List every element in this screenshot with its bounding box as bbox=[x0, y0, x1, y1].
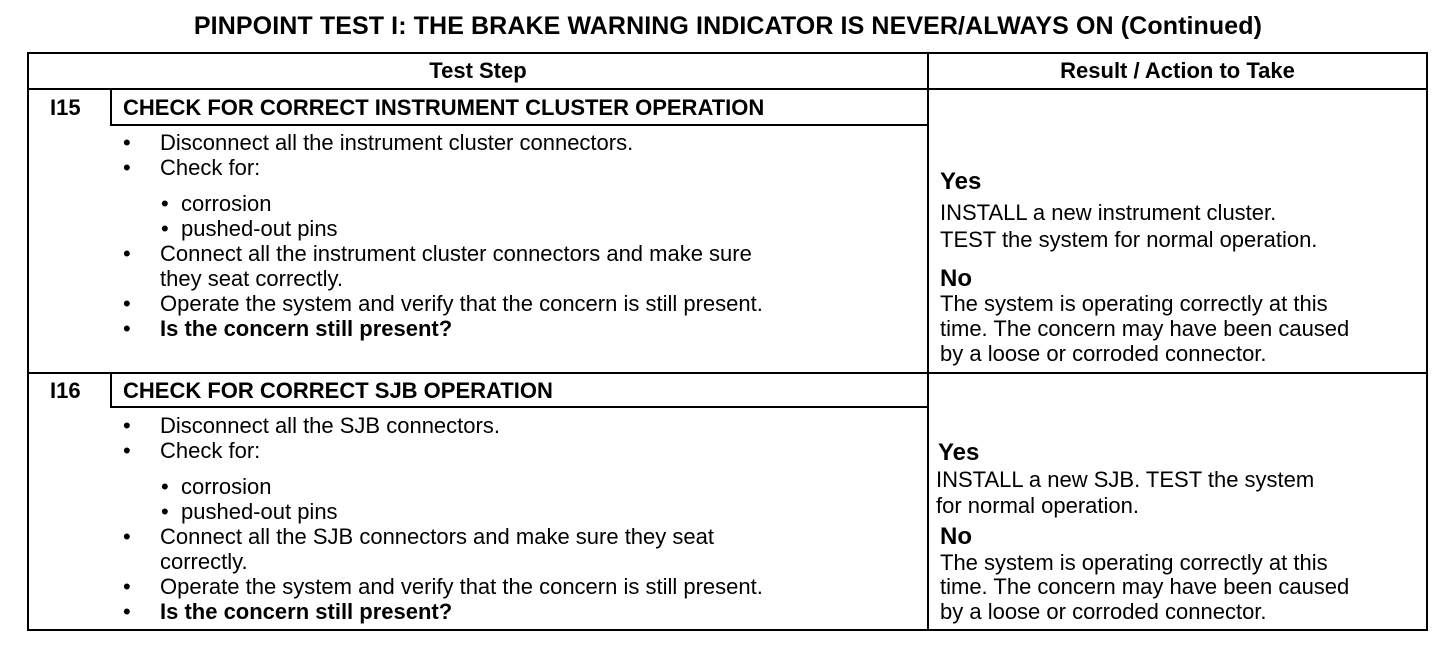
step-number-divider bbox=[110, 372, 112, 408]
yes-action: INSTALL a new SJB. TEST the system bbox=[936, 467, 1315, 492]
page-title: PINPOINT TEST I: THE BRAKE WARNING INDICATOR IS NEVER/ALWAYS ON (Continued) bbox=[193, 12, 1263, 40]
bullet: • bbox=[123, 130, 131, 155]
bullet: • bbox=[123, 316, 131, 341]
yes-label: Yes bbox=[940, 168, 982, 195]
step-item: Operate the system and verify that the concern is still present. bbox=[160, 291, 763, 316]
step-number: I16 bbox=[50, 378, 81, 403]
yes-action: INSTALL a new instrument cluster. bbox=[940, 200, 1277, 225]
step-item: Disconnect all the SJB connectors. bbox=[160, 413, 500, 438]
step-item: Connect all the instrument cluster connectors and make sure bbox=[160, 241, 752, 266]
step-item: Check for: bbox=[160, 438, 261, 463]
bullet: • bbox=[123, 574, 131, 599]
no-action: by a loose or corroded connector. bbox=[940, 341, 1267, 366]
bullet: • bbox=[123, 413, 131, 438]
bullet: • bbox=[123, 241, 131, 266]
no-label: No bbox=[940, 265, 972, 292]
step-item-continued: correctly. bbox=[160, 549, 248, 574]
step-subitem: pushed-out pins bbox=[181, 499, 338, 524]
step-item: Operate the system and verify that the concern is still present. bbox=[160, 574, 763, 599]
step-title-divider bbox=[110, 124, 928, 126]
step-item-continued: they seat correctly. bbox=[160, 266, 343, 291]
step-item: Disconnect all the instrument cluster connectors. bbox=[160, 130, 634, 155]
step-number-divider bbox=[110, 88, 112, 126]
yes-action: TEST the system for normal operation. bbox=[940, 227, 1318, 252]
bullet: • bbox=[123, 599, 131, 624]
bullet: • bbox=[161, 474, 169, 499]
row-divider bbox=[27, 372, 1428, 374]
header-test-step: Test Step bbox=[429, 58, 527, 83]
bullet: • bbox=[161, 499, 169, 524]
step-question: Is the concern still present? bbox=[160, 316, 453, 341]
no-label: No bbox=[940, 523, 972, 550]
step-number: I15 bbox=[50, 95, 81, 120]
yes-label: Yes bbox=[938, 439, 980, 466]
no-action: The system is operating correctly at this bbox=[940, 550, 1328, 575]
step-subitem: pushed-out pins bbox=[181, 216, 338, 241]
step-subitem: corrosion bbox=[181, 191, 272, 216]
yes-action: for normal operation. bbox=[936, 493, 1139, 518]
step-item: Check for: bbox=[160, 155, 261, 180]
no-action: by a loose or corroded connector. bbox=[940, 599, 1267, 624]
bullet: • bbox=[123, 155, 131, 180]
step-item: Connect all the SJB connectors and make sure they seat bbox=[160, 524, 714, 549]
no-action: time. The concern may have been caused bbox=[940, 574, 1350, 599]
step-question: Is the concern still present? bbox=[160, 599, 453, 624]
step-title: CHECK FOR CORRECT SJB OPERATION bbox=[123, 378, 553, 403]
step-title: CHECK FOR CORRECT INSTRUMENT CLUSTER OPERATION bbox=[123, 95, 765, 120]
no-action: The system is operating correctly at this bbox=[940, 291, 1328, 316]
bullet: • bbox=[123, 438, 131, 463]
bullet: • bbox=[123, 524, 131, 549]
bullet: • bbox=[123, 291, 131, 316]
bullet: • bbox=[161, 216, 169, 241]
header-divider bbox=[27, 88, 1428, 90]
header-result: Result / Action to Take bbox=[1060, 58, 1295, 83]
no-action: time. The concern may have been caused bbox=[940, 316, 1350, 341]
step-subitem: corrosion bbox=[181, 474, 272, 499]
bullet: • bbox=[161, 191, 169, 216]
step-title-divider bbox=[110, 406, 928, 408]
column-divider bbox=[927, 52, 929, 631]
